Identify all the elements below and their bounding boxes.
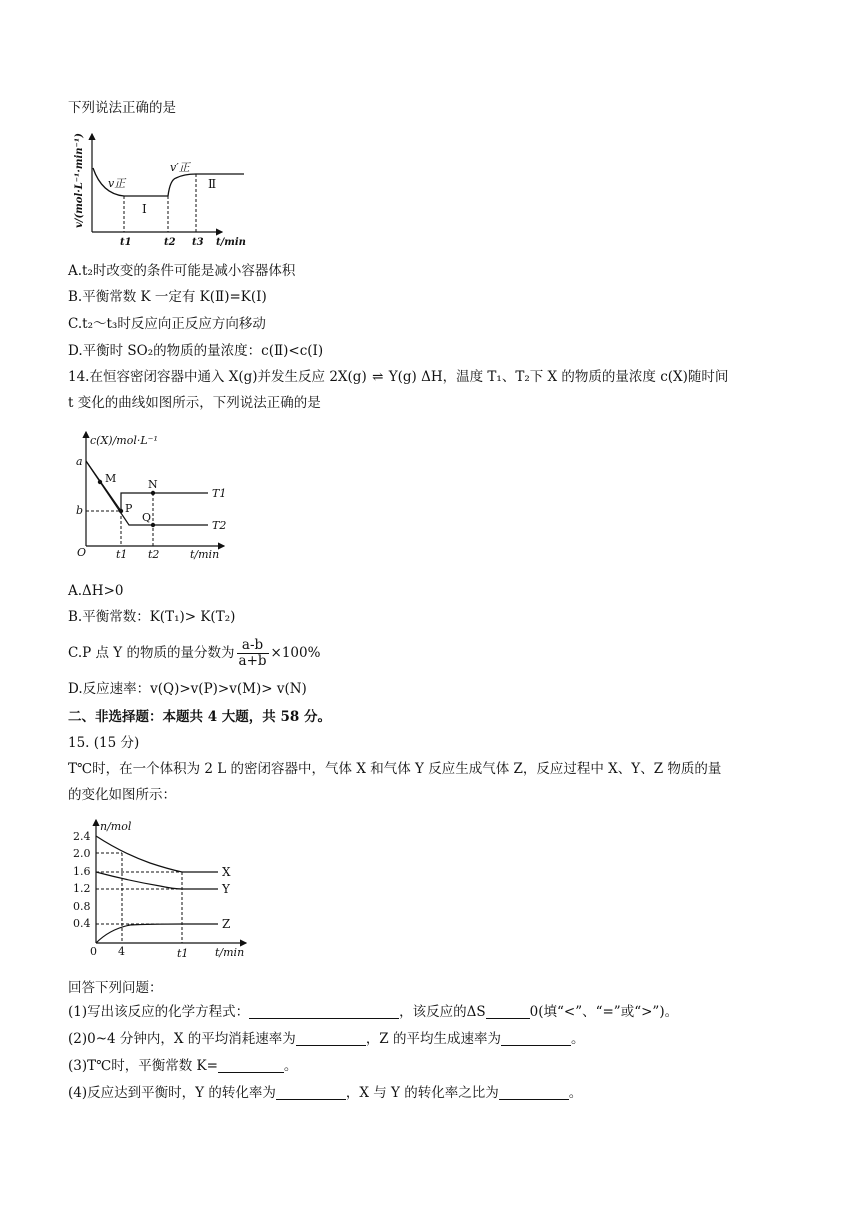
fig15-ytick-0.4: 0.4 — [73, 917, 91, 930]
q15-part-1 — [68, 1003, 678, 1021]
q15-part-1-text-a: (1)写出该反应的化学方程式： — [68, 1004, 250, 1020]
fig15-series-x: X — [222, 865, 231, 879]
q15-part-1-text-b: ，该反应的ΔS — [399, 1004, 486, 1020]
q15-part-2 — [68, 1030, 584, 1048]
answer-blank[interactable] — [499, 1085, 569, 1100]
fig15-xtick-t1: t1 — [177, 947, 189, 960]
q15-answer-prompt: 回答下列问题： — [68, 980, 163, 996]
fig14-b: b — [76, 504, 84, 517]
fig14-point-p: P — [125, 502, 133, 515]
q15-part-2-text-a: (2)0~4 分钟内，X 的平均消耗速率为 — [68, 1031, 296, 1047]
fraction-denominator: a+b — [238, 653, 267, 669]
q15-part-2-text-c: 。 — [570, 1031, 585, 1047]
q14-stem-line2: t 变化的曲线如图所示，下列说法正确的是 — [68, 395, 321, 411]
q13-option-d: D.平衡时 SO₂的物质的量浓度：c(Ⅱ)<c(Ⅰ) — [68, 343, 324, 359]
fig13-label-v-forward-prime: v′正 — [170, 161, 190, 174]
q13-option-a: A.t₂时改变的条件可能是减小容器体积 — [68, 263, 296, 279]
q15-stem-line1: T℃时，在一个体积为 2 L 的密闭容器中，气体 X 和气体 Y 反应生成气体 Z，反应过程中 X、Y、Z 物质的量 — [68, 761, 722, 777]
figure-15-amount-graph — [70, 817, 260, 962]
fig14-point-n: N — [148, 478, 158, 491]
fig15-xtick-4: 4 — [118, 945, 125, 958]
fig15-ytick-0.8: 0.8 — [73, 900, 91, 913]
figure-13-rate-graph — [72, 128, 252, 250]
q14-stem-part-a: 14.在恒容密闭容器中通入 X(g)并发生反应 2X(g) — [68, 369, 367, 385]
fig15-ytick-1.6: 1.6 — [73, 865, 91, 878]
fig15-curve-y — [96, 872, 218, 889]
q13-option-b: B.平衡常数 K 一定有 K(Ⅱ)=K(Ⅰ) — [68, 289, 267, 305]
q15-stem-line2: 的变化如图所示： — [68, 787, 176, 803]
fig15-curve-x — [96, 836, 218, 872]
fig13-ylabel: v/(mol·L⁻¹·min⁻¹) — [74, 133, 85, 228]
fig15-curve-z — [96, 924, 218, 943]
fig15-ytick-2.4: 2.4 — [73, 830, 91, 843]
q14-option-a: A.ΔH>0 — [68, 583, 124, 599]
fig15-ytick-1.2: 1.2 — [73, 882, 91, 895]
q15-part-3 — [68, 1057, 297, 1075]
section-2-heading: 二、非选择题：本题共 4 大题，共 58 分。 — [68, 709, 331, 725]
fraction-numerator: a-b — [237, 638, 269, 654]
fig15-ylabel: n/mol — [100, 820, 132, 833]
q15-part-3-text-b: 。 — [283, 1058, 298, 1074]
fig14-a: a — [76, 455, 83, 468]
fig13-region-2: Ⅱ — [208, 177, 217, 191]
q15-part-2-text-b: ，Z 的平均生成速率为 — [365, 1031, 501, 1047]
equilibrium-arrow-icon: ⇌ — [372, 369, 384, 385]
fig14-tick-t2: t2 — [148, 548, 160, 561]
fig14-label-t1-curve: T1 — [212, 487, 227, 500]
fraction — [237, 638, 269, 669]
q15-part-4 — [68, 1084, 582, 1102]
q14-option-c-prefix: C.P 点 Y 的物质的量分数为 — [68, 645, 235, 661]
q14-option-b: B.平衡常数：K(T₁)> K(T₂) — [68, 609, 236, 625]
q15-part-4-text-b: ，X 与 Y 的转化率之比为 — [345, 1085, 499, 1101]
q14-stem-part-b: Y(g) ΔH，温度 T₁、T₂下 X 的物质的量浓度 c(X)随时间 — [388, 369, 729, 385]
fig14-label-t2-curve: T2 — [212, 519, 227, 532]
fig15-series-z: Z — [222, 917, 231, 931]
fig15-series-y: Y — [222, 882, 230, 896]
figure-14-concentration-graph — [72, 428, 242, 563]
fig13-tick-t1: t1 — [120, 237, 132, 248]
q13-intro: 下列说法正确的是 — [68, 100, 176, 116]
q15-part-3-text-a: (3)T℃时，平衡常数 K= — [68, 1058, 218, 1074]
fig14-curve-t1 — [86, 461, 208, 511]
fig14-tick-t1: t1 — [116, 548, 128, 561]
fig15-ytick-2.0: 2.0 — [73, 847, 91, 860]
fig13-region-1: Ⅰ — [142, 202, 147, 216]
fig13-label-v-forward: v正 — [108, 177, 126, 190]
fig14-xlabel: t/min — [190, 548, 220, 561]
answer-blank[interactable] — [218, 1058, 284, 1073]
q14-option-c — [68, 638, 320, 669]
answer-blank[interactable] — [486, 1004, 530, 1019]
answer-blank[interactable] — [276, 1085, 346, 1100]
fig15-xlabel: t/min — [215, 946, 245, 959]
fig13-xlabel: t/min — [216, 237, 246, 248]
q14-option-d: D.反应速率：v(Q)>v(P)>v(M)> v(N) — [68, 681, 307, 697]
q13-option-c: C.t₂～t₃时反应向正反应方向移动 — [68, 316, 266, 332]
answer-blank[interactable] — [249, 1004, 399, 1019]
answer-blank[interactable] — [296, 1031, 366, 1046]
q15-part-4-text-c: 。 — [568, 1085, 583, 1101]
q15-part-1-text-c: 0(填“<”、“=”或“>”)。 — [529, 1004, 679, 1020]
fig14-origin: O — [77, 546, 87, 559]
answer-blank[interactable] — [501, 1031, 571, 1046]
q15-part-4-text-a: (4)反应达到平衡时，Y 的转化率为 — [68, 1085, 276, 1101]
q14-stem-line1 — [68, 368, 728, 386]
fig13-tick-t2: t2 — [164, 237, 176, 248]
fig14-point-q: Q — [142, 511, 152, 524]
q15-head: 15. (15 分) — [68, 735, 140, 751]
fig14-point-m: M — [105, 472, 117, 485]
fig13-tick-t3: t3 — [192, 237, 204, 248]
fig14-ylabel: c(X)/mol·L⁻¹ — [90, 434, 158, 447]
q14-option-c-suffix: ×100% — [270, 645, 321, 661]
fig15-ytick-0: 0 — [90, 945, 97, 958]
